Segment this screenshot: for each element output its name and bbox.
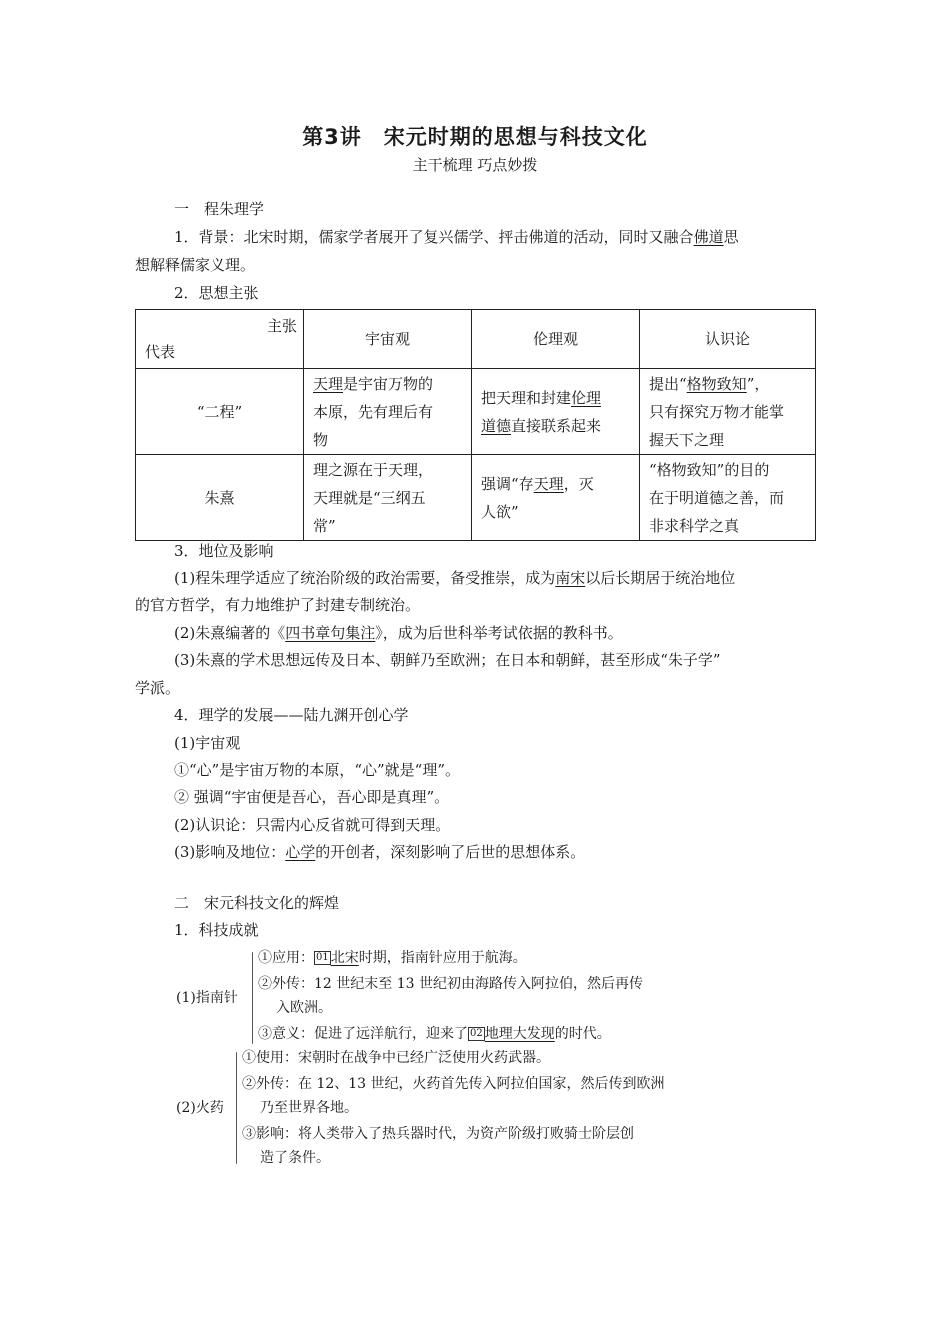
row-zhu-xi-cosmology: 理之源在于天理， 天理就是“三纲五 常” <box>304 455 472 541</box>
compass-significance: ③意义：促进了远洋航行，迎来了 02 地理大发现的时代。 <box>258 1026 611 1042</box>
section-1-heading: 一 程朱理学 <box>174 200 265 218</box>
table-corner-header <box>136 310 304 369</box>
bg-text-c: 想解释儒家义理。 <box>135 256 256 274</box>
tech-heading: 1．科技成就 <box>174 921 259 939</box>
gunpowder-use: ①使用：宋朝时在战争中已经广泛使用火药武器。 <box>242 1050 550 1066</box>
item-4-3: (3)影响及地位：心学的开创者，深刻影响了后世的思想体系。 <box>174 843 586 861</box>
header-epistemology: 认识论 <box>640 310 816 369</box>
header-cosmology: 宇宙观 <box>304 310 472 369</box>
header-representative: 代表 <box>145 343 176 361</box>
page-subtitle: 主干梳理 巧点妙拨 <box>412 156 538 174</box>
row-er-cheng-cosmology: 天理是宇宙万物的 本原，先有理后有 物 <box>304 369 472 455</box>
compass-brace <box>252 952 253 1044</box>
item-3-2: (2)朱熹编著的《四书章句集注》，成为后世科举考试依据的教科书。 <box>174 624 623 642</box>
item-3-3: (3)朱熹的学术思想远传及日本、朝鲜乃至欧洲；在日本和朝鲜，甚至形成“朱子学” <box>174 651 721 669</box>
header-ethics: 伦理观 <box>472 310 640 369</box>
bg-fill-blank: 佛道 <box>693 228 724 246</box>
row-zhu-xi-epistemology: “格物致知”的目的 在于明道德之善，而 非求科学之真 <box>640 455 816 541</box>
compass-spread-cont: 入欧洲。 <box>276 1000 332 1016</box>
item-4-1a: ①“心”是宇宙万物的本原，“心”就是“理”。 <box>174 761 461 779</box>
item-3-3-cont: 学派。 <box>135 679 181 697</box>
row-er-cheng-name: “二程” <box>136 369 304 455</box>
section-2-heading: 二 宋元科技文化的辉煌 <box>174 894 340 912</box>
answer-box-icon: 02 <box>470 1028 483 1039</box>
background-paragraph <box>174 227 739 247</box>
item-4-2: (2)认识论：只需内心反省就可得到天理。 <box>174 816 451 834</box>
compass-label: (1)指南针 <box>176 990 238 1006</box>
answer-box-icon: 01 <box>316 952 329 963</box>
gunpowder-spread-cont: 乃至世界各地。 <box>260 1100 358 1116</box>
page-title: 第3讲 宋元时期的思想与科技文化 <box>302 125 648 149</box>
gunpowder-impact: ③影响：将人类带入了热兵器时代，为资产阶级打败骑士阶层创 <box>242 1126 634 1142</box>
gunpowder-brace <box>236 1052 237 1164</box>
item-3-1-cont: 的官方哲学，有力地维护了封建专制统治。 <box>135 596 421 614</box>
row-zhu-xi-name: 朱熹 <box>136 455 304 541</box>
gunpowder-spread: ②外传：在 12、13 世纪，火药首先传入阿拉伯国家，然后传到欧洲 <box>242 1076 665 1092</box>
compass-application: ①应用： 01 北宋时期，指南针应用于航海。 <box>258 950 527 966</box>
item-3-heading: 3．地位及影响 <box>174 542 274 560</box>
gunpowder-label: (2)火药 <box>176 1100 224 1116</box>
item-4-1: (1)宇宙观 <box>174 734 241 752</box>
item-4-heading: 4．理学的发展——陆九渊开创心学 <box>174 706 409 724</box>
gunpowder-impact-cont: 造了条件。 <box>260 1150 330 1166</box>
item-3-1: (1)程朱理学适应了统治阶级的政治需要，备受推崇，成为南宋以后长期居于统治地位 <box>174 569 736 587</box>
ideas-table <box>135 309 816 541</box>
row-zhu-xi-ethics: 强调“存天理，灭 人欲” <box>472 455 640 541</box>
row-er-cheng-ethics: 把天理和封建伦理 道德直接联系起来 <box>472 369 640 455</box>
item-4-1b: ② 强调“宇宙便是吾心，吾心即是真理”。 <box>174 788 450 806</box>
item-2-heading: 2．思想主张 <box>174 284 259 302</box>
compass-spread: ②外传：12 世纪末至 13 世纪初由海路传入阿拉伯，然后再传 <box>258 976 643 992</box>
header-topic: 主张 <box>266 317 297 335</box>
row-er-cheng-epistemology: 提出“格物致知”， 只有探究万物才能掌 握天下之理 <box>640 369 816 455</box>
bg-text-a: 1．背景：北宋时期，儒家学者展开了复兴儒学、抨击佛道的活动，同时又融合 <box>174 228 694 246</box>
bg-text-b: 思 <box>723 228 739 246</box>
